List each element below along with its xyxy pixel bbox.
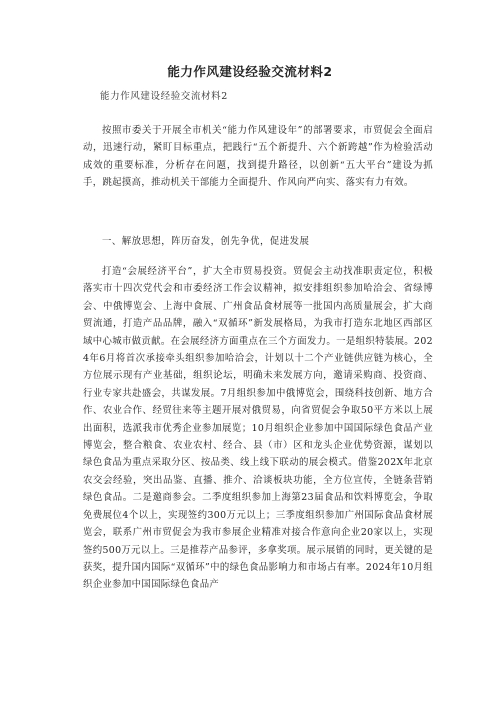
document-title: 能力作风建设经验交流材料2 [167,64,333,79]
body-paragraph: 打造“会展经济平台”，扩大全市贸易投资。贸促会主动找准职责定位，积极落实市十四次党代会和市委经济工作会议精神，拟安排组织参加哈洽会、省绿博会、中俄博览会、上海中食展、广州食品食材展等一批国内高质量展会，扩大商贸流通，打造产品品牌，融入“双循环”新发展格局，为我市打造东北地区西部区域中心城市做贡献。在会展经济方面重点在三个方面发力。一是组织特装展。2024年6月将首次承接牵头组织参加哈洽会，计划以十二个产业链供应链为核心，全方位展示现有产业基础，组织论坛，明确未来发展方向，邀请采购商、投资商、行业专家共赴盛会，共谋发展。7月组织参加中俄博览会，围绕科技创新、地方合作、农业合作、经贸往来等主题开展对俄贸易，向省贸促会争取50平方米以上展出面积，选派我市优秀企业参加展览；10月组织企业参加中国国际绿色食品产业博览会，整合粮食、农业农村、经合、县（市）区和龙头企业优势资源，谋划以绿色食品为重点采取分区、按品类、线上线下联动的展会模式。借鉴202X年北京农交会经验，突出品鉴、直播、推介、洽谈板块功能，全方位宣传，全链条营销绿色食品。二是邀商参会。二季度组织参加上海第23届食品和饮料博览会，争取免费展位4个以上，实现签约300万元以上；三季度组织参加广州国际食品食材展览会，联系广州市贸促会为我市参展企业精准对接合作意向企业20家以上，实现签约500万元以上。三是推荐产品参评，多拿奖项。展示展销的同时，更关键的是获奖，提升国内国际“双循环”中的绿色食品影响力和市场占有率。2024年10月组织企业参加中国国际绿色食品产 [83,266,433,591]
document-subtitle: 能力作风建设经验交流材料2 [100,91,228,102]
section-heading: 一、解放思想，阵历奋发，创先争优，促进发展 [102,236,310,247]
intro-paragraph: 按照市委关于开展全市机关“能力作风建设年”的部署要求，市贸促会全面启动，迅速行动，紧盯目标重点，把践行“五个新提升、六个新跨越”作为检验活动成效的重要标准，分析存在问题，找到提升路径，以创新“五大平台”建设为抓手，跳起摸高，推动机关干部能力全面提升、作风向严向实、落实有力有效。 [83,125,433,189]
